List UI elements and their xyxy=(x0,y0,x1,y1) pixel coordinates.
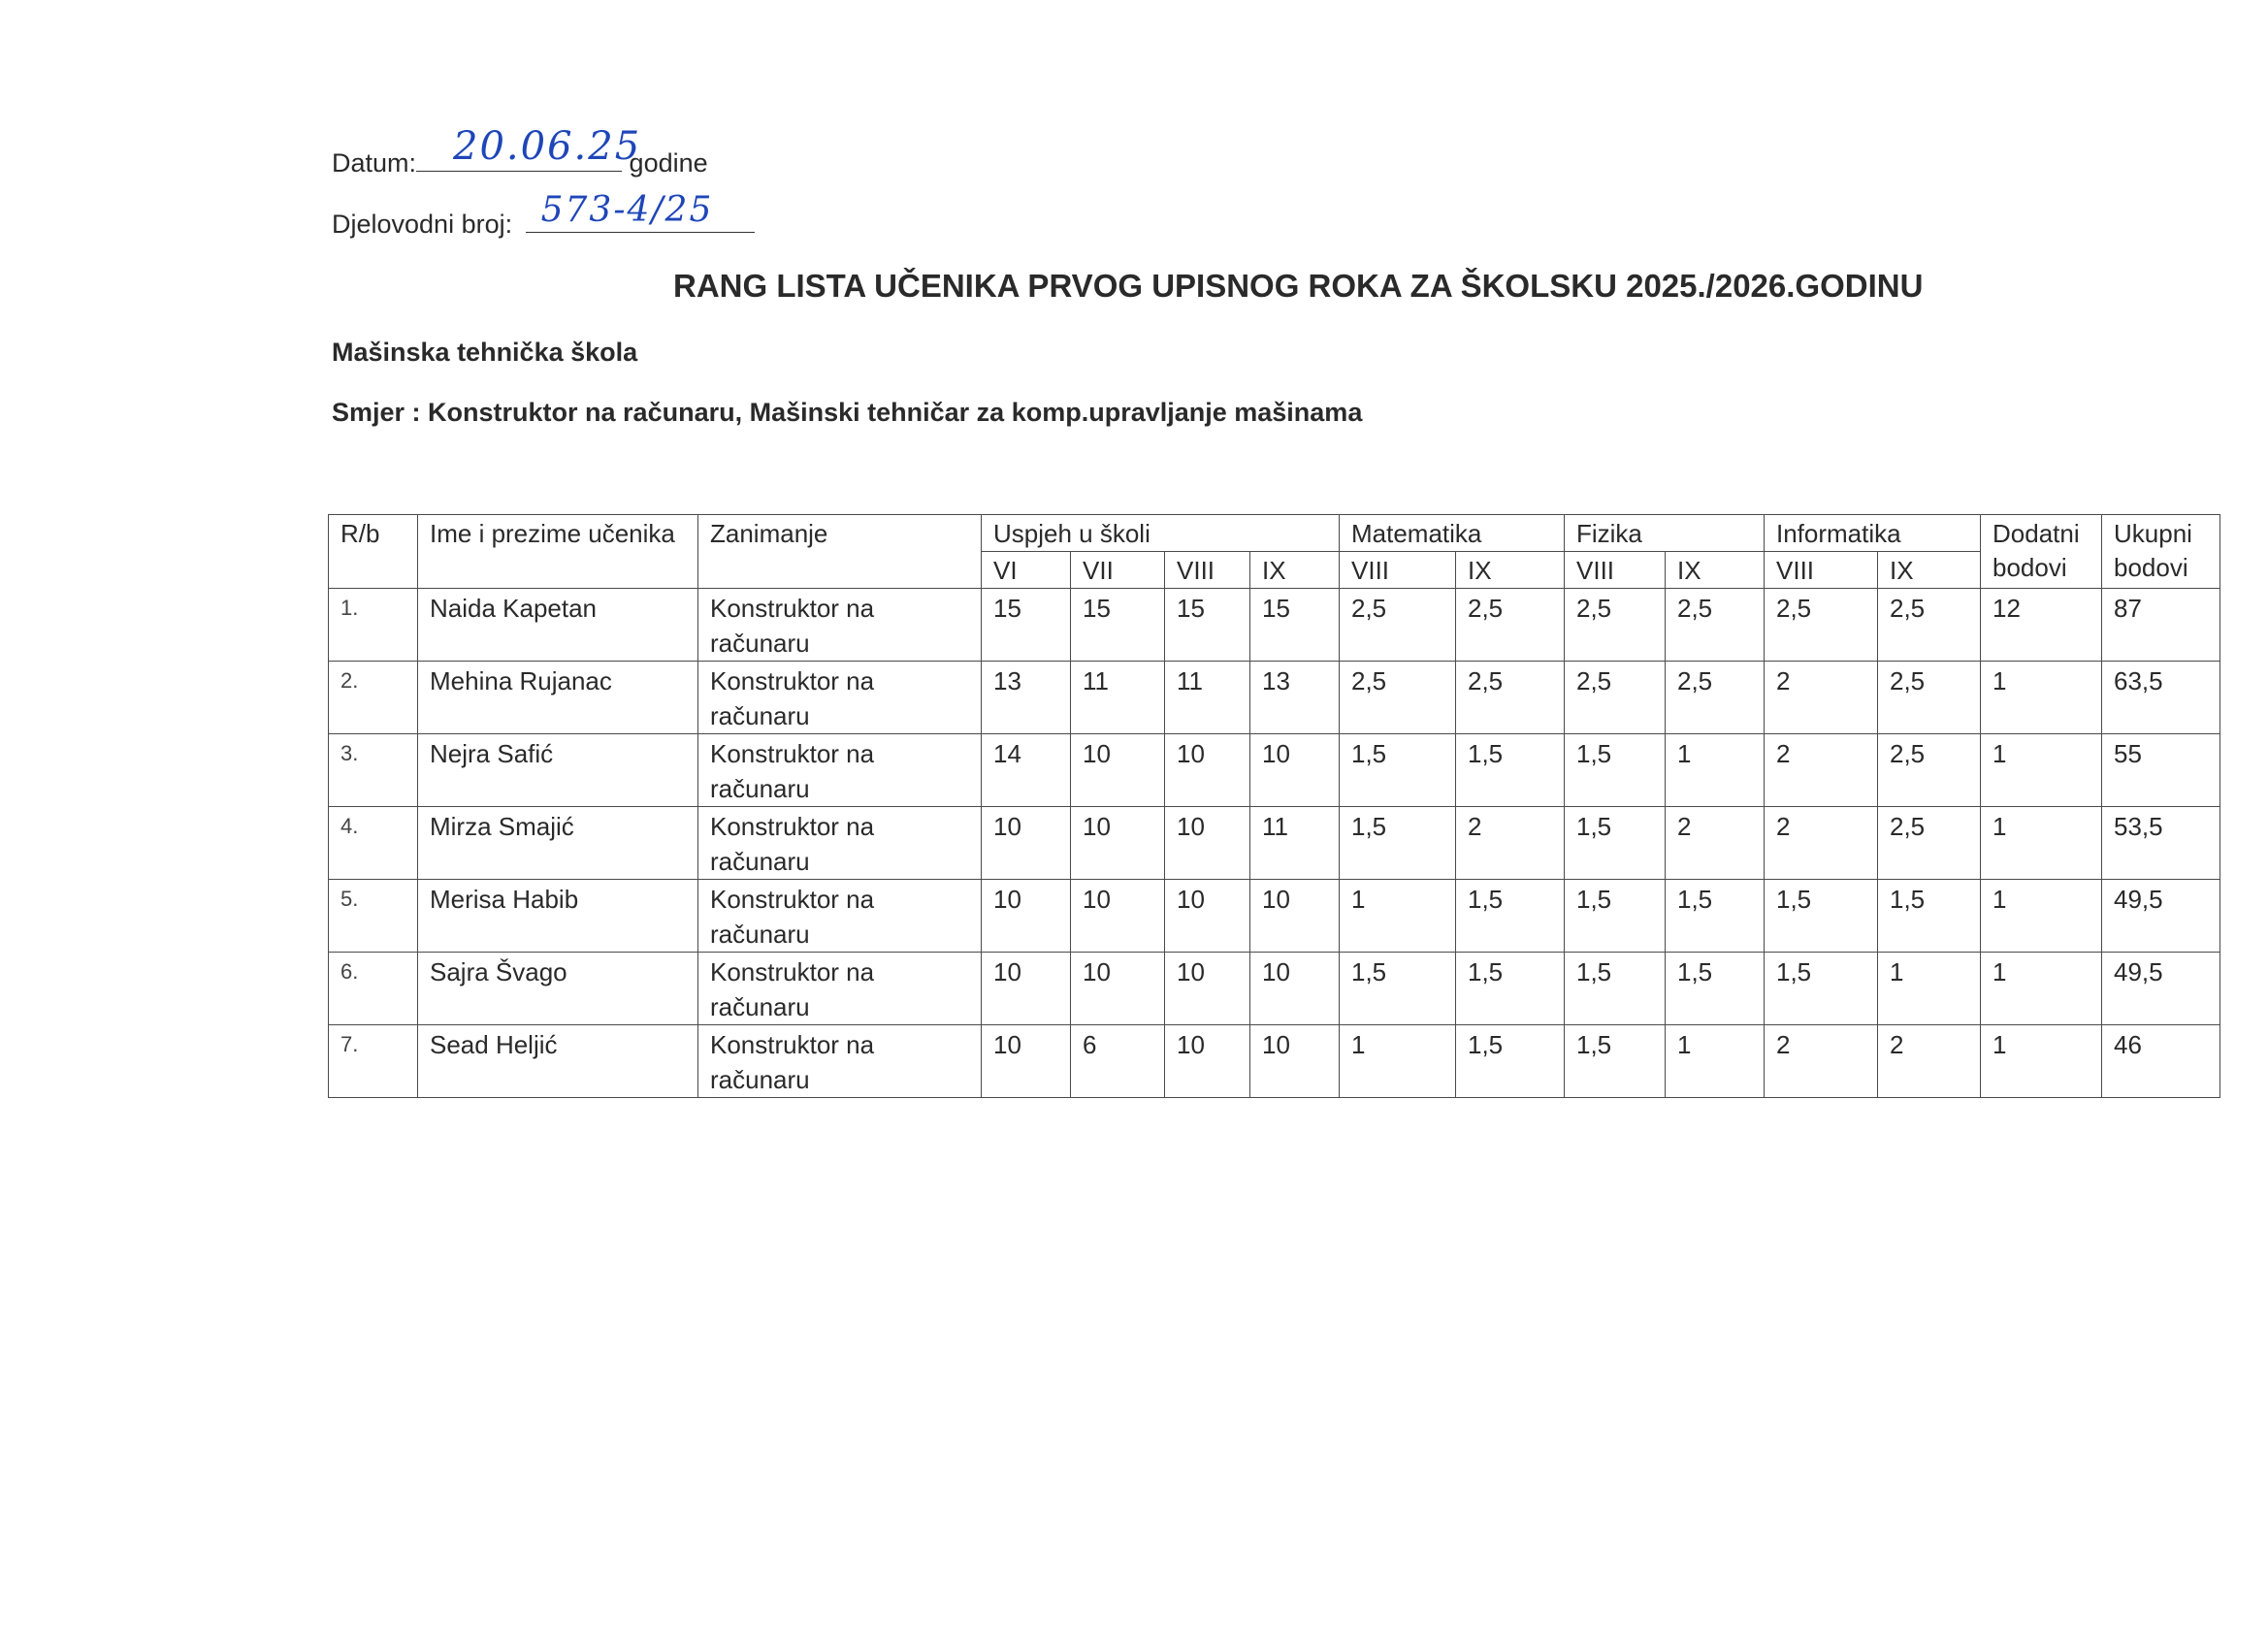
bonus-points-cell: 1 xyxy=(1981,807,2102,880)
score-cell: 1,5 xyxy=(1666,953,1765,1025)
score-cell: 1,5 xyxy=(1765,953,1878,1025)
score-cell: 10 xyxy=(1250,953,1340,1025)
total-points-cell: 49,5 xyxy=(2102,953,2220,1025)
date-blank xyxy=(416,124,642,172)
rank-table-body xyxy=(329,589,2220,1098)
table-row xyxy=(329,880,2220,953)
score-cell: 1,5 xyxy=(1340,953,1456,1025)
score-cell: 10 xyxy=(1165,953,1250,1025)
total-points-cell: 87 xyxy=(2102,589,2220,662)
score-cell: 10 xyxy=(1165,1025,1250,1098)
col-header-uspjeh: Uspjeh u školi xyxy=(982,515,1340,552)
score-cell: 1 xyxy=(1666,1025,1765,1098)
sub-header-uspjeh-viii: VIII xyxy=(1165,552,1250,589)
bonus-points-cell: 1 xyxy=(1981,880,2102,953)
score-cell: 10 xyxy=(1250,1025,1340,1098)
table-row xyxy=(329,589,2220,662)
table-row xyxy=(329,807,2220,880)
score-cell: 1 xyxy=(1666,734,1765,807)
date-suffix: godine xyxy=(629,148,708,178)
score-cell: 2,5 xyxy=(1765,589,1878,662)
row-number: 4. xyxy=(329,807,418,880)
ref-line xyxy=(332,190,755,240)
score-cell: 1,5 xyxy=(1456,953,1565,1025)
row-number: 1. xyxy=(329,589,418,662)
col-header-ukupni: Ukupni bodovi xyxy=(2102,515,2220,589)
score-cell: 10 xyxy=(982,880,1071,953)
score-cell: 1,5 xyxy=(1565,953,1666,1025)
row-number: 7. xyxy=(329,1025,418,1098)
score-cell: 2,5 xyxy=(1456,662,1565,734)
score-cell: 10 xyxy=(1250,880,1340,953)
student-name: Mehina Rujanac xyxy=(418,662,698,734)
score-cell: 1,5 xyxy=(1456,880,1565,953)
score-cell: 2,5 xyxy=(1565,589,1666,662)
bonus-points-cell: 12 xyxy=(1981,589,2102,662)
score-cell: 1 xyxy=(1340,880,1456,953)
score-cell: 10 xyxy=(1071,953,1165,1025)
student-name: Sajra Švago xyxy=(418,953,698,1025)
occupation-cell: Konstruktor na računaru xyxy=(698,880,982,953)
total-points-cell: 49,5 xyxy=(2102,880,2220,953)
occupation-cell: Konstruktor na računaru xyxy=(698,807,982,880)
score-cell: 1,5 xyxy=(1565,807,1666,880)
score-cell: 2 xyxy=(1765,807,1878,880)
score-cell: 11 xyxy=(1250,807,1340,880)
score-cell: 10 xyxy=(1071,807,1165,880)
col-header-occupation: Zanimanje xyxy=(698,515,982,589)
ref-handwritten: 573-4/25 xyxy=(540,190,714,230)
score-cell: 10 xyxy=(1165,880,1250,953)
row-number: 3. xyxy=(329,734,418,807)
score-cell: 15 xyxy=(1165,589,1250,662)
ref-label: Djelovodni broj: xyxy=(332,210,513,239)
sub-header-uspjeh-ix: IX xyxy=(1250,552,1340,589)
row-number: 2. xyxy=(329,662,418,734)
col-header-fizika: Fizika xyxy=(1565,515,1765,552)
score-cell: 15 xyxy=(1250,589,1340,662)
sub-header-uspjeh-vi: VI xyxy=(982,552,1071,589)
school-name: Mašinska tehnička škola xyxy=(332,338,638,367)
bonus-points-cell: 1 xyxy=(1981,662,2102,734)
score-cell: 1,5 xyxy=(1565,734,1666,807)
date-line xyxy=(332,124,708,178)
score-cell: 10 xyxy=(1165,734,1250,807)
score-cell: 1,5 xyxy=(1666,880,1765,953)
score-cell: 2,5 xyxy=(1878,807,1981,880)
score-cell: 1,5 xyxy=(1340,734,1456,807)
score-cell: 2,5 xyxy=(1666,662,1765,734)
score-cell: 2,5 xyxy=(1878,662,1981,734)
sub-header-fizika-ix: IX xyxy=(1666,552,1765,589)
score-cell: 2 xyxy=(1765,734,1878,807)
score-cell: 1 xyxy=(1878,953,1981,1025)
score-cell: 1,5 xyxy=(1878,880,1981,953)
score-cell: 1,5 xyxy=(1765,880,1878,953)
score-cell: 14 xyxy=(982,734,1071,807)
ref-blank xyxy=(526,190,755,233)
score-cell: 10 xyxy=(982,807,1071,880)
score-cell: 10 xyxy=(1071,880,1165,953)
occupation-cell: Konstruktor na računaru xyxy=(698,662,982,734)
rank-table xyxy=(328,514,2220,1098)
score-cell: 2 xyxy=(1878,1025,1981,1098)
sub-header-matematika-ix: IX xyxy=(1456,552,1565,589)
score-cell: 2 xyxy=(1765,1025,1878,1098)
sub-header-informatika-viii: VIII xyxy=(1765,552,1878,589)
score-cell: 10 xyxy=(1071,734,1165,807)
student-name: Merisa Habib xyxy=(418,880,698,953)
score-cell: 2,5 xyxy=(1340,662,1456,734)
table-row xyxy=(329,1025,2220,1098)
score-cell: 10 xyxy=(982,953,1071,1025)
occupation-cell: Konstruktor na računaru xyxy=(698,953,982,1025)
score-cell: 2,5 xyxy=(1565,662,1666,734)
score-cell: 1,5 xyxy=(1565,880,1666,953)
total-points-cell: 53,5 xyxy=(2102,807,2220,880)
score-cell: 2,5 xyxy=(1666,589,1765,662)
student-name: Naida Kapetan xyxy=(418,589,698,662)
bonus-points-cell: 1 xyxy=(1981,734,2102,807)
bonus-points-cell: 1 xyxy=(1981,1025,2102,1098)
score-cell: 1,5 xyxy=(1456,734,1565,807)
score-cell: 10 xyxy=(1165,807,1250,880)
score-cell: 1,5 xyxy=(1340,807,1456,880)
col-header-rb: R/b xyxy=(329,515,418,589)
score-cell: 11 xyxy=(1165,662,1250,734)
score-cell: 6 xyxy=(1071,1025,1165,1098)
table-row xyxy=(329,662,2220,734)
total-points-cell: 46 xyxy=(2102,1025,2220,1098)
table-row xyxy=(329,734,2220,807)
row-number: 5. xyxy=(329,880,418,953)
sub-header-uspjeh-vii: VII xyxy=(1071,552,1165,589)
bonus-points-cell: 1 xyxy=(1981,953,2102,1025)
student-name: Mirza Smajić xyxy=(418,807,698,880)
score-cell: 2,5 xyxy=(1878,589,1981,662)
date-label: Datum: xyxy=(332,148,417,178)
table-row xyxy=(329,953,2220,1025)
document-title: RANG LISTA UČENIKA PRVOG UPISNOG ROKA ZA ŠKOLSKU 2025./2026.GODINU xyxy=(673,268,1924,304)
score-cell: 2 xyxy=(1666,807,1765,880)
sub-header-matematika-viii: VIII xyxy=(1340,552,1456,589)
score-cell: 1,5 xyxy=(1456,1025,1565,1098)
score-cell: 15 xyxy=(1071,589,1165,662)
score-cell: 13 xyxy=(1250,662,1340,734)
score-cell: 1,5 xyxy=(1565,1025,1666,1098)
total-points-cell: 63,5 xyxy=(2102,662,2220,734)
sub-header-fizika-viii: VIII xyxy=(1565,552,1666,589)
student-name: Nejra Safić xyxy=(418,734,698,807)
header-row-top xyxy=(329,515,2220,552)
score-cell: 1 xyxy=(1340,1025,1456,1098)
score-cell: 15 xyxy=(982,589,1071,662)
study-direction: Smjer : Konstruktor na računaru, Mašinski tehničar za komp.upravljanje mašinama xyxy=(332,398,1363,427)
occupation-cell: Konstruktor na računaru xyxy=(698,734,982,807)
student-name: Sead Heljić xyxy=(418,1025,698,1098)
date-handwritten: 20.06.25 xyxy=(453,124,642,169)
sub-header-informatika-ix: IX xyxy=(1878,552,1981,589)
score-cell: 2 xyxy=(1765,662,1878,734)
score-cell: 2,5 xyxy=(1878,734,1981,807)
row-number: 6. xyxy=(329,953,418,1025)
score-cell: 11 xyxy=(1071,662,1165,734)
total-points-cell: 55 xyxy=(2102,734,2220,807)
score-cell: 10 xyxy=(1250,734,1340,807)
col-header-matematika: Matematika xyxy=(1340,515,1565,552)
score-cell: 2 xyxy=(1456,807,1565,880)
score-cell: 2,5 xyxy=(1340,589,1456,662)
score-cell: 10 xyxy=(982,1025,1071,1098)
col-header-name: Ime i prezime učenika xyxy=(418,515,698,589)
col-header-dodatni: Dodatni bodovi xyxy=(1981,515,2102,589)
score-cell: 13 xyxy=(982,662,1071,734)
occupation-cell: Konstruktor na računaru xyxy=(698,1025,982,1098)
score-cell: 2,5 xyxy=(1456,589,1565,662)
col-header-informatika: Informatika xyxy=(1765,515,1981,552)
occupation-cell: Konstruktor na računaru xyxy=(698,589,982,662)
